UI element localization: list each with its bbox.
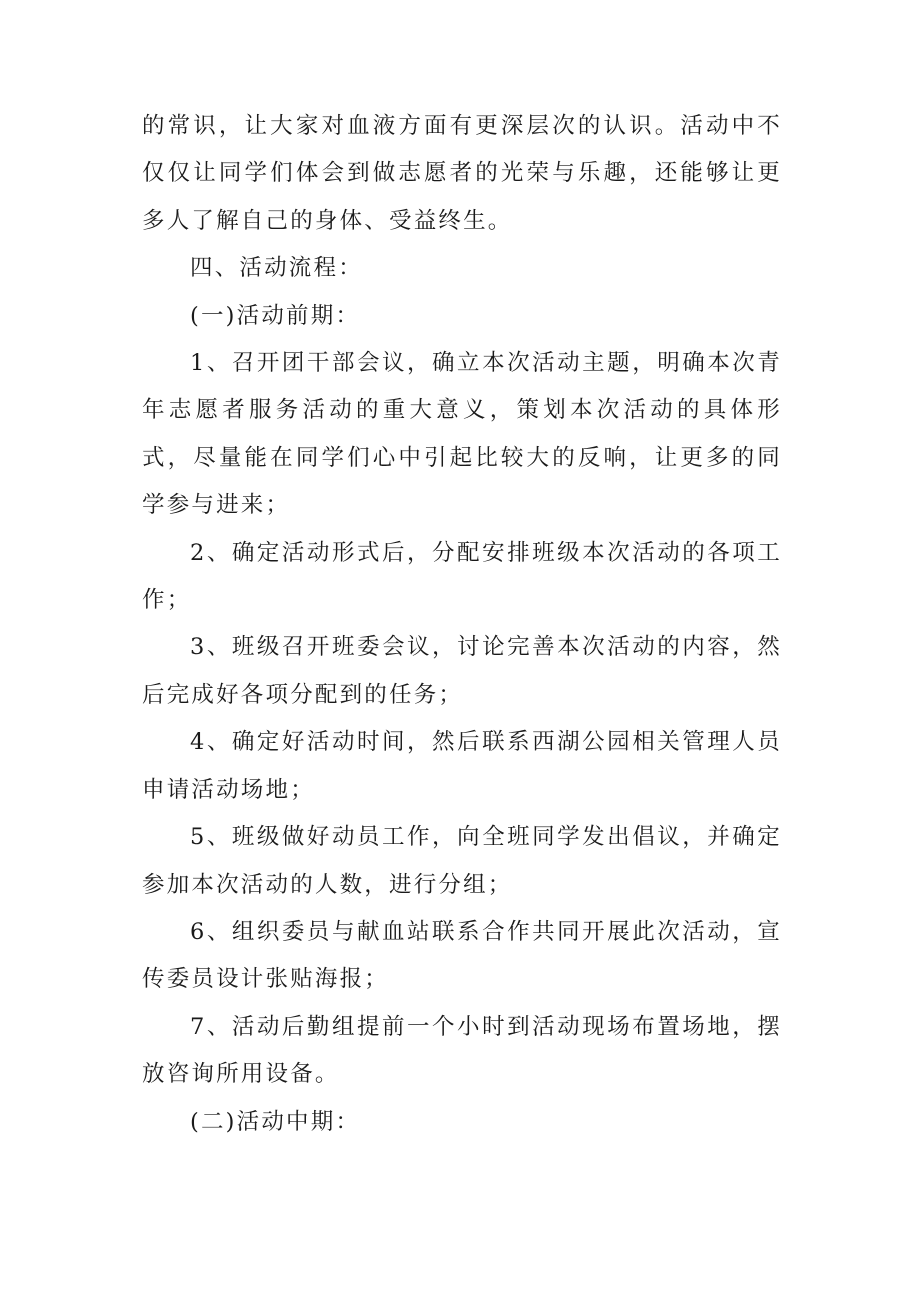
paragraph-intro-continuation: 的常识，让大家对血液方面有更深层次的认识。活动中不仅仅让同学们体会到做志愿者的光荣与乐趣，还能够让更多人了解自己的身体、受益终生。 [142,113,782,234]
list-item-3: 3、班级召开班委会议，讨论完善本次活动的内容，然后完成好各项分配到的任务； [142,634,782,708]
subsection-heading-mid-activity: (二)活动中期： [190,1108,361,1135]
list-item-6: 6、组织委员与献血站联系合作共同开展此次活动，宣传委员设计张贴海报； [142,918,782,993]
list-item-2: 2、确定活动形式后，分配安排班级本次活动的各项工作； [142,539,782,614]
list-item-1: 1、召开团干部会议，确立本次活动主题，明确本次青年志愿者服务活动的重大意义，策划本次活动的具体形式，尽量能在同学们心中引起比较大的反响，让更多的同学参与进来； [142,350,782,519]
list-item-5: 5、班级做好动员工作，向全班同学发出倡议，并确定参加本次活动的人数，进行分组； [142,824,782,898]
subsection-heading-pre-activity: (一)活动前期： [190,302,361,329]
list-item-7: 7、活动后勤组提前一个小时到活动现场布置场地，摆放咨询所用设备。 [142,1013,782,1088]
document-body [142,103,782,1146]
section-heading-activity-flow: 四、活动流程： [190,255,363,282]
list-item-4: 4、确定好活动时间，然后联系西湖公园相关管理人员申请活动场地； [142,729,782,803]
